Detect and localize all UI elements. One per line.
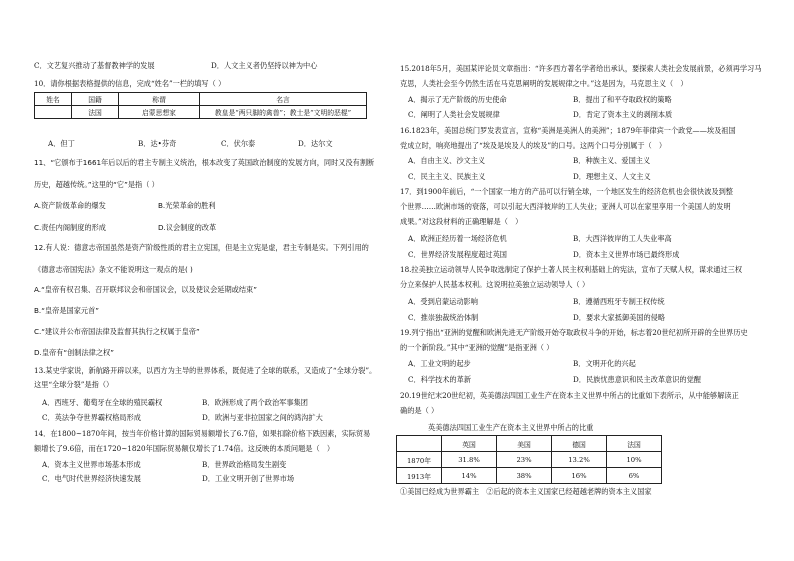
- table-cell: 10%: [607, 452, 662, 468]
- q14-option-b: B．世界政治格局发生剧变: [202, 460, 287, 469]
- q13-option-c: C．英法争夺世界霸权格局形成: [42, 413, 141, 422]
- table-row: [397, 452, 662, 468]
- q16-option-d: D．理想主义、人文主义: [573, 172, 651, 181]
- table-cell: 16%: [552, 468, 607, 484]
- q13-option-d: D．欧洲与亚非拉国家之间的鸿沟扩大: [202, 413, 323, 422]
- q20-stem-line2: 确的是（ ）: [400, 406, 439, 415]
- q15-option-c: C．阐明了人类社会发展规律: [408, 110, 500, 119]
- q9-option-c: C．文艺复兴推动了基督教神学的发展: [34, 61, 155, 70]
- q17-option-d: D．资本主义世界市场已最终形成: [573, 250, 680, 259]
- q10-table: [34, 92, 367, 119]
- q15-option-b: B．提出了和平夺取政权的策略: [573, 95, 672, 104]
- q15-stem-line1: 15.2018年5月，美国某评论员文章指出：“许多西方著名学者给出承认，要探索人类社会发展前景，必须再学习马: [400, 64, 762, 73]
- q18-option-b: B．遵循西班牙专制王权传统: [573, 297, 665, 306]
- q14-stem-line2: 额增长了9.6倍，而在1720~1820年国际贸易额仅增长了1.74倍。这反映的本质问题是（ ）: [34, 444, 335, 453]
- q13-stem-line1: 13.某史学家说，新航路开辟以来，以西方为主导的世界体系，既促进了全球的联系，又造成了“全球分裂”。: [34, 366, 377, 375]
- q10-option-d: D．达尔文: [298, 139, 333, 148]
- q14-option-c: C．电气时代世界经济快速发展: [42, 474, 141, 483]
- q14-stem-line1: 14．在1800~1870年间，按当年价格计算的国际贸易额增长了6.7倍，如果扣除价格下跌因素，实际贸易: [34, 429, 371, 438]
- q13-option-a: A．西班牙、葡萄牙在全球的殖民霸权: [42, 398, 163, 407]
- q12-option-c: C.“建议并公布帝国法律及监督其执行之权属于皇帝”: [34, 327, 200, 336]
- q14-option-a: A．资本主义世界市场基本形成: [42, 460, 141, 469]
- q19-stem-line2: 的一个新阶段。”其中“亚洲的觉醒”是指亚洲（ ）: [400, 343, 554, 352]
- table-cell: 6%: [607, 468, 662, 484]
- q17-option-c: C．世界经济发展程度超过英国: [408, 250, 507, 259]
- q16-option-b: B．种族主义、爱国主义: [573, 156, 651, 165]
- q18-option-c: C．推崇独裁统治体制: [408, 313, 479, 322]
- table-cell: 1913年: [397, 468, 442, 484]
- q17-stem-line2: 个世界……欧洲市场的衰落，可以引起大西洋彼岸的工人失业；亚洲人可以在家里享用一个美国人的发明: [400, 202, 731, 211]
- q17-stem-line1: 17．到1900年前后，“一个国家一地方的产品可以行销全球，一个地区发生的经济危机也会很快波及到整: [400, 187, 733, 196]
- q18-stem-line1: 18.拉美独立运动领导人民争取选制定了保护土著人民主权利基础上的宪法，宣布了天赋人权，谋求通过三权: [400, 265, 743, 274]
- q11-option-d: D.议会制度的改革: [158, 223, 217, 232]
- table-cell: 法国: [72, 106, 119, 119]
- table-cell: 英国: [442, 436, 497, 452]
- q18-stem-line2: 分立来保护人民基本权利。这说明拉美独立运动领导人（ ）: [400, 280, 590, 289]
- table-cell: 国籍: [72, 93, 119, 106]
- table-header-row: [397, 436, 662, 452]
- q11-option-a: A.资产阶级革命的爆发: [34, 201, 106, 210]
- q19-option-a: A．工业文明的起步: [408, 359, 471, 368]
- table-cell: 名言: [200, 93, 367, 106]
- q16-option-a: A．自由主义、沙文主义: [408, 156, 486, 165]
- q19-option-b: B．文明开化的兴起: [573, 359, 636, 368]
- q15-stem-line2: 克思，人类社会至今仍然生活在马克思阐明的发展规律之中。”这是因为，马克思主义（ ）: [400, 79, 688, 88]
- q16-option-c: C．民主主义、民族主义: [408, 172, 486, 181]
- q20-stem-line1: 20.19世纪末20世纪初，英美德法四国工业生产在资本主义世界中所占的比重如下表所示，从中能够解读正: [400, 391, 739, 400]
- q9-option-d: D．人文主义者仍坚持以神为中心: [211, 61, 318, 70]
- q17-option-a: A．欧洲正经历着一场经济危机: [408, 234, 507, 243]
- q13-option-b: B．欧洲形成了两个政治军事集团: [202, 398, 308, 407]
- q19-stem-line1: 19.列宁指出“亚洲的觉醒和欧洲先进无产阶级开始夺取政权斗争的开始，标志着20世纪初所开辟的全世界历史: [400, 328, 748, 337]
- right-column: [400, 0, 770, 561]
- q12-stem-line1: 12.有人说：德意志帝国虽然是资产阶级性质的君主立宪国，但是主立宪是虚，君主专制是实。下列引用的: [34, 243, 369, 252]
- q10-option-a: A．但丁: [48, 139, 75, 148]
- q12-stem-line2: 《德意志帝国宪法》条文不能说明这一观点的是( ): [34, 265, 193, 274]
- q10-option-c: C．伏尔泰: [221, 139, 256, 148]
- table-row: [397, 468, 662, 484]
- q19-option-d: D．民族忧患意识和民主改革意识的觉醒: [573, 375, 701, 384]
- table-cell: 德国: [552, 436, 607, 452]
- q15-option-a: A．揭示了无产阶级的历史使命: [408, 95, 507, 104]
- q14-option-d: D．工业文明开创了世界市场: [202, 474, 295, 483]
- q20-statements: ①美国已经成为世界霸主 ②后起的资本主义国家已经超越老牌的资本主义国家: [400, 487, 652, 496]
- table-cell: 23%: [497, 452, 552, 468]
- table-cell: 启蒙思想家: [119, 106, 200, 119]
- q11-stem-line1: 11、“它颁布于1661年后以后的君主专制主义统治，根本改变了英国政治制度的发展方向，同时又没有割断: [34, 158, 375, 167]
- q16-stem-line2: 党成立时，响亮地提出了“埃及是埃及人的埃及”的口号。这两个口号分别属于（ ）: [400, 141, 667, 150]
- table-cell: 法国: [607, 436, 662, 452]
- table-cell: 美国: [497, 436, 552, 452]
- table-cell: 姓名: [35, 93, 72, 106]
- q13-stem-line2: 这里“全球分裂”是指（）: [34, 380, 114, 389]
- q11-stem-line2: 历史，超越传统。”这里的“它”是指（ ）: [34, 180, 159, 189]
- table-row: [35, 106, 367, 119]
- q17-stem-line3: 成果。”对这段材料的正确理解是（ ）: [400, 217, 523, 226]
- q18-option-d: D．要求大家抵御美国的侵略: [573, 313, 666, 322]
- table-cell: 教皇是“两只脚的禽兽”；教士是“文明的恶棍”: [200, 106, 367, 119]
- table-cell: 13.2%: [552, 452, 607, 468]
- q15-option-d: D．肯定了资本主义的剥削本质: [573, 110, 673, 119]
- q10-option-b: B．达•芬奇: [138, 139, 177, 148]
- table-cell: 31.8%: [442, 452, 497, 468]
- q10-stem: 10．请你根据表格提供的信息，完成“姓名”一栏的填写（ ）: [34, 79, 226, 88]
- q20-table-caption: 英美德法四国工业生产在资本主义世界中所占的比重: [428, 423, 594, 432]
- table-cell: 1870年: [397, 452, 442, 468]
- left-column: [34, 0, 404, 561]
- table-cell: 38%: [497, 468, 552, 484]
- q12-option-d: D.皇帝有“创制法律之权”: [34, 348, 114, 357]
- table-cell: [35, 106, 72, 119]
- q11-option-c: C.责任内阁制度的形成: [34, 223, 106, 232]
- table-header-row: [35, 93, 367, 106]
- q20-table: [396, 435, 662, 484]
- q19-option-c: C．科学技术的革新: [408, 375, 472, 384]
- q11-option-b: B.光荣革命的胜利: [158, 201, 216, 210]
- q18-option-a: A．受到启蒙运动影响: [408, 297, 478, 306]
- table-cell: 称谓: [119, 93, 200, 106]
- q12-option-b: B.“皇帝是国家元首”: [34, 306, 99, 315]
- q17-option-b: B．大西洋彼岸的工人失业率高: [573, 234, 672, 243]
- table-cell: [397, 436, 442, 452]
- table-cell: 14%: [442, 468, 497, 484]
- q12-option-a: A.“皇帝有权召集、召开联邦议会和帝国议会，以及使议会延期或结束”: [34, 285, 257, 294]
- q16-stem-line1: 16.1823年，美国总统门罗发表宣言，宣称“美洲是美洲人的美洲”；1879年菲律宾一个政党——埃及祖国: [400, 126, 736, 135]
